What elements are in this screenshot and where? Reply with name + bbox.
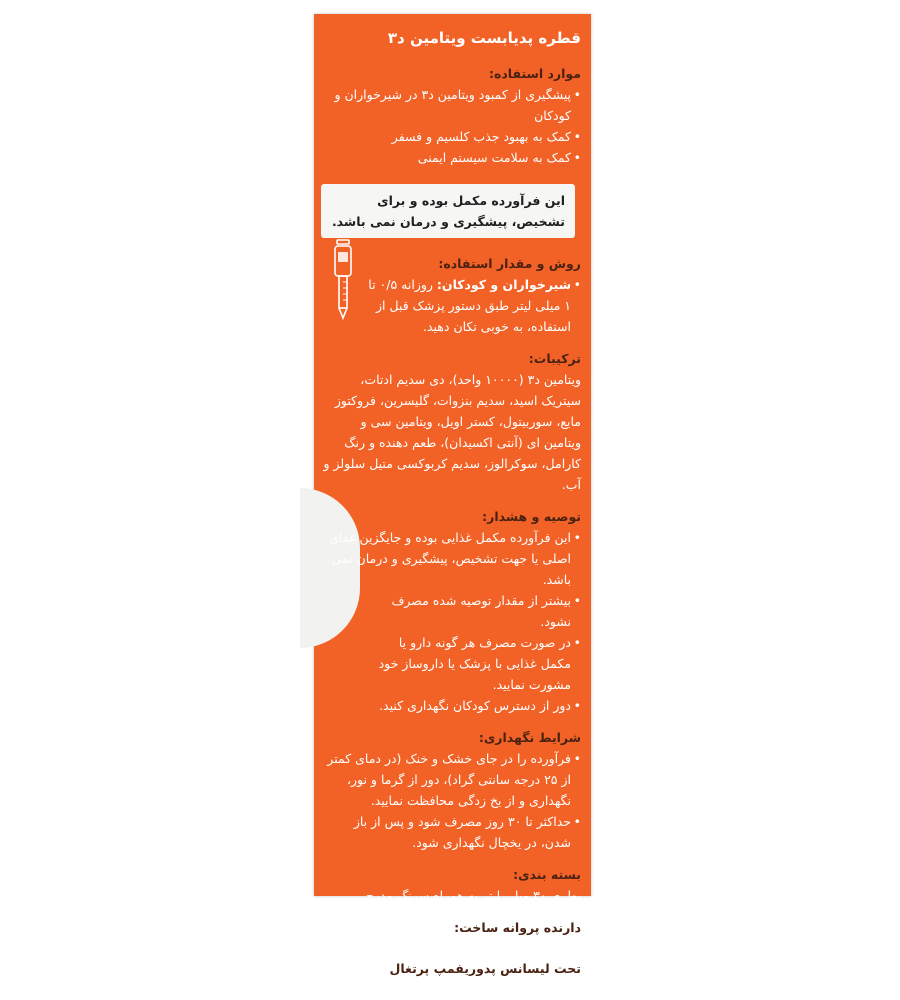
uses-heading: موارد استفاده: [489,66,581,81]
dosage-heading: روش و مقدار استفاده: [438,256,581,271]
product-title: قطره پدیابست ویتامین د۳ [387,29,581,47]
warning-item: • دور از دسترس کودکان نگهداری کنید. [323,695,581,716]
ingredients-text: ویتامین د۳ (۱۰۰۰۰ واحد)، دی سدیم ادتات، سیتریک اسید، سدیم بنزوات، گلیسرین، فروکتوز مایع، سوربیتول، کستر اویل، ویتامین سی و ویتامین ای (آنتی اکسیدان)، طعم دهنده و رنگ کارامل، سوکرالوز، سدیم کربوکسی متیل سلولز و آب. [323,372,581,492]
warning-item: • بیشتر از مقدار توصیه شده مصرف نشود. [323,590,581,632]
dosage-lead: شیرخواران و کودکان: [436,277,571,292]
warnings-heading: توصیه و هشدار: [482,509,581,524]
packaging-text: بطری ۳۰ میلی لیتر به همراه سرنگ مدرج [365,888,581,903]
storage-item: • حداکثر تا ۳۰ روز مصرف شود و پس از باز شدن، در یخچال نگهداری شود. [323,811,581,853]
license-holder: شرکت کیان سلامت پایدار [447,941,581,956]
dosage-body: روزانه ۰/۵ تا ۱ میلی لیتر طبق دستور پزشک قبل از استفاده، به خوبی تکان دهید. [368,277,571,334]
uses-item: • پیشگیری از کمبود ویتامین د۳ در شیرخواران و کودکان [323,84,581,126]
leaflet-text [323,26,581,1000]
under-license: تحت لیسانس پدوریفمپ پرتغال [389,961,581,976]
ingredients-heading: ترکیبات: [528,351,581,366]
packaging-heading: بسته بندی: [513,867,581,882]
license-producer: تولید تحت لیسانس در شرکت داروسازی الحاوی [333,982,581,997]
warning-item: • در صورت مصرف هر گونه دارو یا مکمل غذایی با پزشک یا داروساز خود مشورت نمایید. [323,632,581,695]
warning-item: • این فرآورده مکمل غذایی بوده و جایگزین غذای اصلی یا جهت تشخیص، پیشگیری و درمان نمی باشد. [323,527,581,590]
dosage-text [323,274,581,337]
storage-item: • فرآورده را در جای خشک و خنک (در دمای کمتر از ۲۵ درجه سانتی گراد)، دور از گرما و نور، نگهداری و از یخ زدگی محافظت نمایید. [323,748,581,811]
license-heading: دارنده پروانه ساخت: [454,920,581,935]
uses-item: • کمک به بهبود جذب کلسیم و فسفر [323,126,581,147]
supplement-notice: این فرآورده مکمل بوده و برای تشخیص، پیشگیری و درمان نمی باشد. [321,184,575,238]
storage-heading: شرایط نگهداری: [478,730,581,745]
uses-item: • کمک به سلامت سیستم ایمنی [323,147,581,168]
